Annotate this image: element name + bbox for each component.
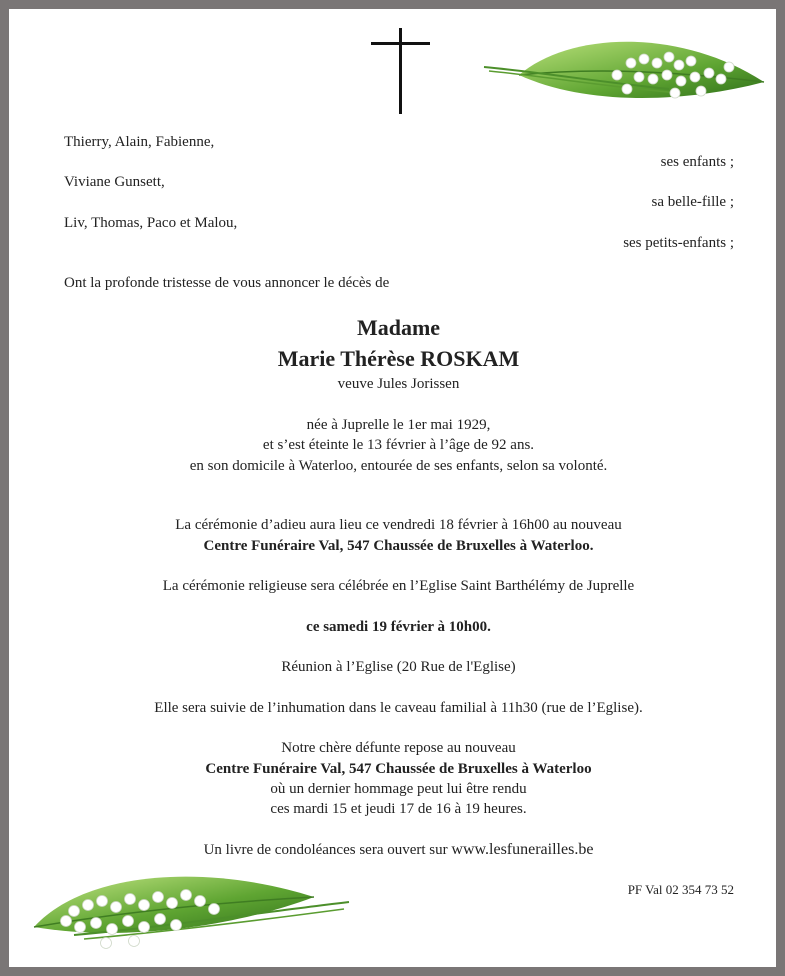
announcement-text: Ont la profonde tristesse de vous annoncer le décès de <box>64 275 390 291</box>
ceremony-line-1: La cérémonie d’adieu aura lieu ce vendredi 18 février à 16h00 au nouveau <box>175 517 622 533</box>
family-names-grandchildren: Liv, Thomas, Paco et Malou, <box>64 215 238 231</box>
visitation-line-2: Centre Funéraire Val, 547 Chaussée de Bruxelles à Waterloo <box>205 761 592 777</box>
deceased-widow-of: veuve Jules Jorissen <box>337 376 460 392</box>
family-relation-grandchildren: ses petits-enfants ; <box>623 235 734 251</box>
birth-text: née à Juprelle le 1er mai 1929, <box>306 417 491 433</box>
lily-of-the-valley-icon <box>479 27 769 117</box>
condolences-url[interactable]: www.lesfunerailles.be <box>451 841 594 858</box>
funeral-notice-card <box>9 9 776 967</box>
visitation-line-3: où un dernier hommage peut lui être rendu <box>270 781 527 797</box>
death-place-text: en son domicile à Waterloo, entourée de ses enfants, selon sa volonté. <box>189 458 608 474</box>
family-relation-daughter-in-law: sa belle-fille ; <box>651 194 734 210</box>
deceased-name: Marie Thérèse ROSKAM <box>277 346 520 371</box>
lily-of-the-valley-icon <box>14 857 354 957</box>
deceased-title: Madame <box>356 315 441 340</box>
church-meeting-text: Réunion à l’Eglise (20 Rue de l'Eglise) <box>281 659 516 675</box>
condolences-text: Un livre de condoléances sera ouvert sur <box>203 842 448 858</box>
family-relation-children: ses enfants ; <box>660 154 734 170</box>
religious-ceremony-date: ce samedi 19 février à 10h00. <box>306 619 491 635</box>
death-text: et s’est éteinte le 13 février à l’âge de 92 ans. <box>262 437 535 453</box>
ceremony-line-2: Centre Funéraire Val, 547 Chaussée de Bruxelles à Waterloo. <box>203 538 594 554</box>
religious-ceremony-text: La cérémonie religieuse sera célébrée en l’Eglise Saint Barthélémy de Juprelle <box>162 578 635 594</box>
burial-text: Elle sera suivie de l’inhumation dans le caveau familial à 11h30 (rue de l’Eglise). <box>154 700 643 716</box>
family-names-daughter-in-law: Viviane Gunsett, <box>64 174 165 190</box>
funeral-home-phone: PF Val 02 354 73 52 <box>627 882 734 897</box>
visitation-line-1: Notre chère défunte repose au nouveau <box>281 740 516 756</box>
visitation-line-4: ces mardi 15 et jeudi 17 de 16 à 19 heures. <box>270 801 527 817</box>
family-names-children: Thierry, Alain, Fabienne, <box>64 134 215 150</box>
